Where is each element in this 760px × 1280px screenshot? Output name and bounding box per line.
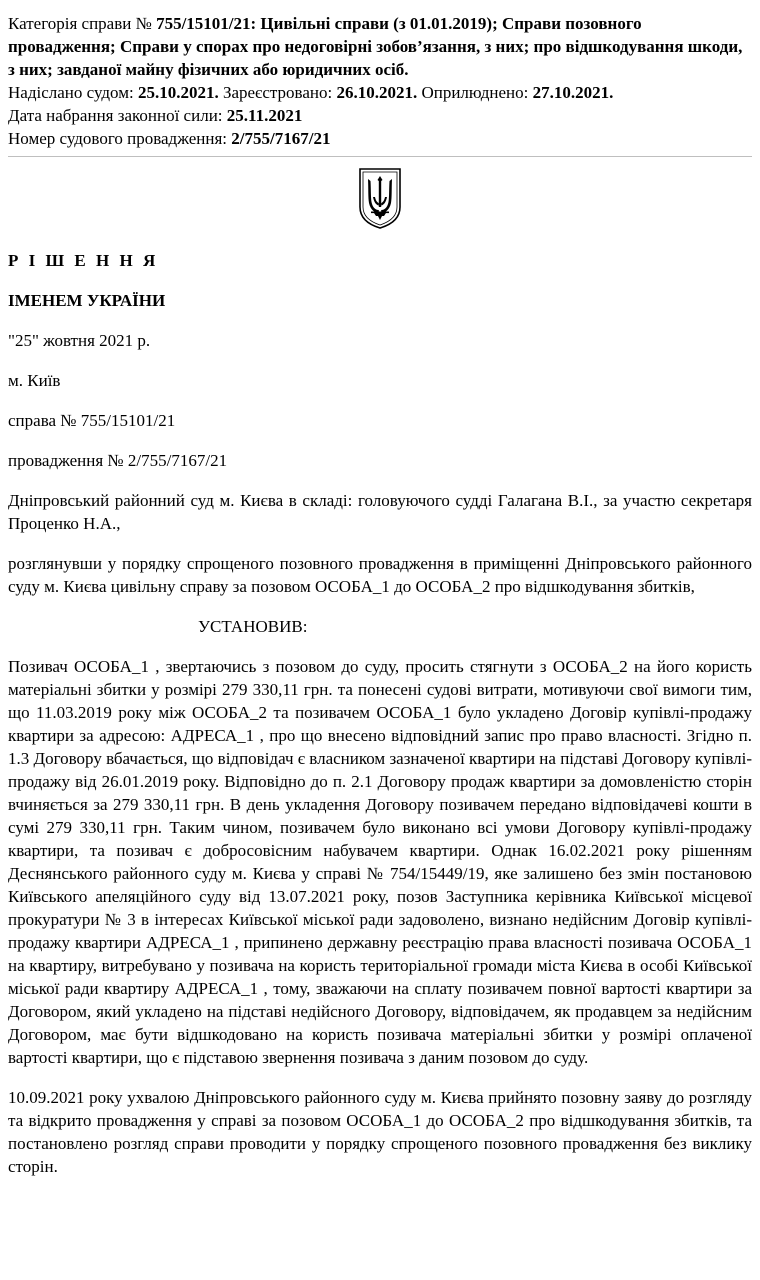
considered-paragraph: розглянувши у порядку спрощеного позовного провадження в приміщенні Дніпровського районного суду м. Києва цивільну справу за позовом ОСОБА_1 до ОСОБА_2 про відшкодування збитків, [8, 554, 752, 596]
registered-label: Зареєстровано: [218, 83, 337, 102]
proceeding-label: Номер судового провадження: [8, 129, 232, 148]
sent-label: Надіслано судом: [8, 83, 138, 102]
effective-label: Дата набрання законної сили: [8, 106, 227, 125]
published-label: Оприлюднено: [417, 83, 533, 102]
decision-city: м. Київ [8, 371, 61, 390]
decision-title: Р І Ш Е Н Н Я [8, 251, 159, 270]
effective-date-line [8, 104, 752, 127]
case-metadata [8, 12, 752, 150]
decision-date: "25" жовтня 2021 р. [8, 331, 151, 350]
case-dates [8, 81, 752, 104]
proceeding-number-body: провадження № 2/755/7167/21 [8, 451, 228, 470]
paragraph-ruling: 10.09.2021 року ухвалою Дніпровського районного суду м. Києва прийнято позовну заяву до розгляду та відкрито провадження у справі за позовом ОСОБА_1 до ОСОБА_2 про відшкодування збитків, та постановлено розгляд справи проводити у порядку спрощеного позовного провадження без виклику сторін. [8, 1088, 752, 1176]
established-heading: УСТАНОВИВ: [198, 617, 308, 636]
proceeding-number-line [8, 127, 752, 150]
paragraph-claim: Позивач ОСОБА_1 , звертаючись з позовом до суду, просить стягнути з ОСОБА_2 на його користь матеріальні збитки у розмірі 279 330,11 грн. та понесені судові витрати, мотивуючи свої вимоги тим, що 11.03.2019 року між ОСОБА_2 та позивачем ОСОБА_1 було укладено Договір купівлі-продажу квартири за адресою: АДРЕСА_1 , про що внесено відповідний запис про право власності. Згідно п. 1.3 Договору вбачається, що відповідач є власником зазначеної квартири на підставі Договору купівлі-продажу від 26.01.2019 року. Відповідно до п. 2.1 Договору продаж квартири за домовленістю сторін вчиняється за 279 330,11 грн. В день укладення Договору позивачем передано відповідачеві кошти в сумі 279 330,11 грн. Таким чином, позивачем було виконано всі умови Договору купівлі-продажу квартири, та позивач є добросовісним набувачем квартири. Однак 16.02.2021 року рішенням Деснянського районного суду м. Києва у справі № 754/15449/19, яке залишено без змін постановою Київського апеляційного суду від 13.07.2021 року, позов Заступника керівника Київської місцевої прокуратури № 3 в інтересах Київської міської ради задоволено, визнано недійсним Договір купівлі-продажу квартири АДРЕСА_1 , припинено державну реєстрацію права власності позивача ОСОБА_1 на квартиру, витребувано у позивача на користь територіальної громади міста Києва в особі Київської міської ради квартиру АДРЕСА_1 , тому, зважаючи на сплату позивачем повної вартості квартири за Договором, який укладено на підставі недійсного Договору, відповідачем, як продавцем за недійсним Договором, має бути відшкодовано на користь позивача матеріальні збитки у розмірі оплаченої вартості квартири, що є підставою звернення позивача з даним позовом до суду. [8, 657, 752, 1067]
case-category-label: Категорія справи № [8, 14, 157, 33]
emblem [8, 167, 752, 229]
case-category [8, 12, 752, 81]
sent-date: 25.10.2021. [137, 83, 219, 102]
trident-icon [357, 167, 403, 229]
proceeding-number: 2/755/7167/21 [231, 129, 331, 148]
effective-date: 25.11.2021 [226, 106, 303, 125]
court-composition: Дніпровський районний суд м. Києва в складі: головуючого судді Галагана В.І., за участю секретаря Проценко Н.А., [8, 491, 752, 533]
header-divider [8, 156, 752, 157]
case-category-value: 755/15101/21: Цивільні справи (з 01.01.2019); Справи позовного провадження; Справи у спорах про недоговірні зобов’язання, з них; про відшкодування шкоди, з них; завданої майну фізичних або юридичних осіб. [8, 14, 743, 79]
registered-date: 26.10.2021. [336, 83, 418, 102]
published-date: 27.10.2021. [532, 83, 614, 102]
in-name-of-ukraine: ІМЕНЕМ УКРАЇНИ [8, 291, 166, 310]
case-number: справа № 755/15101/21 [8, 411, 176, 430]
